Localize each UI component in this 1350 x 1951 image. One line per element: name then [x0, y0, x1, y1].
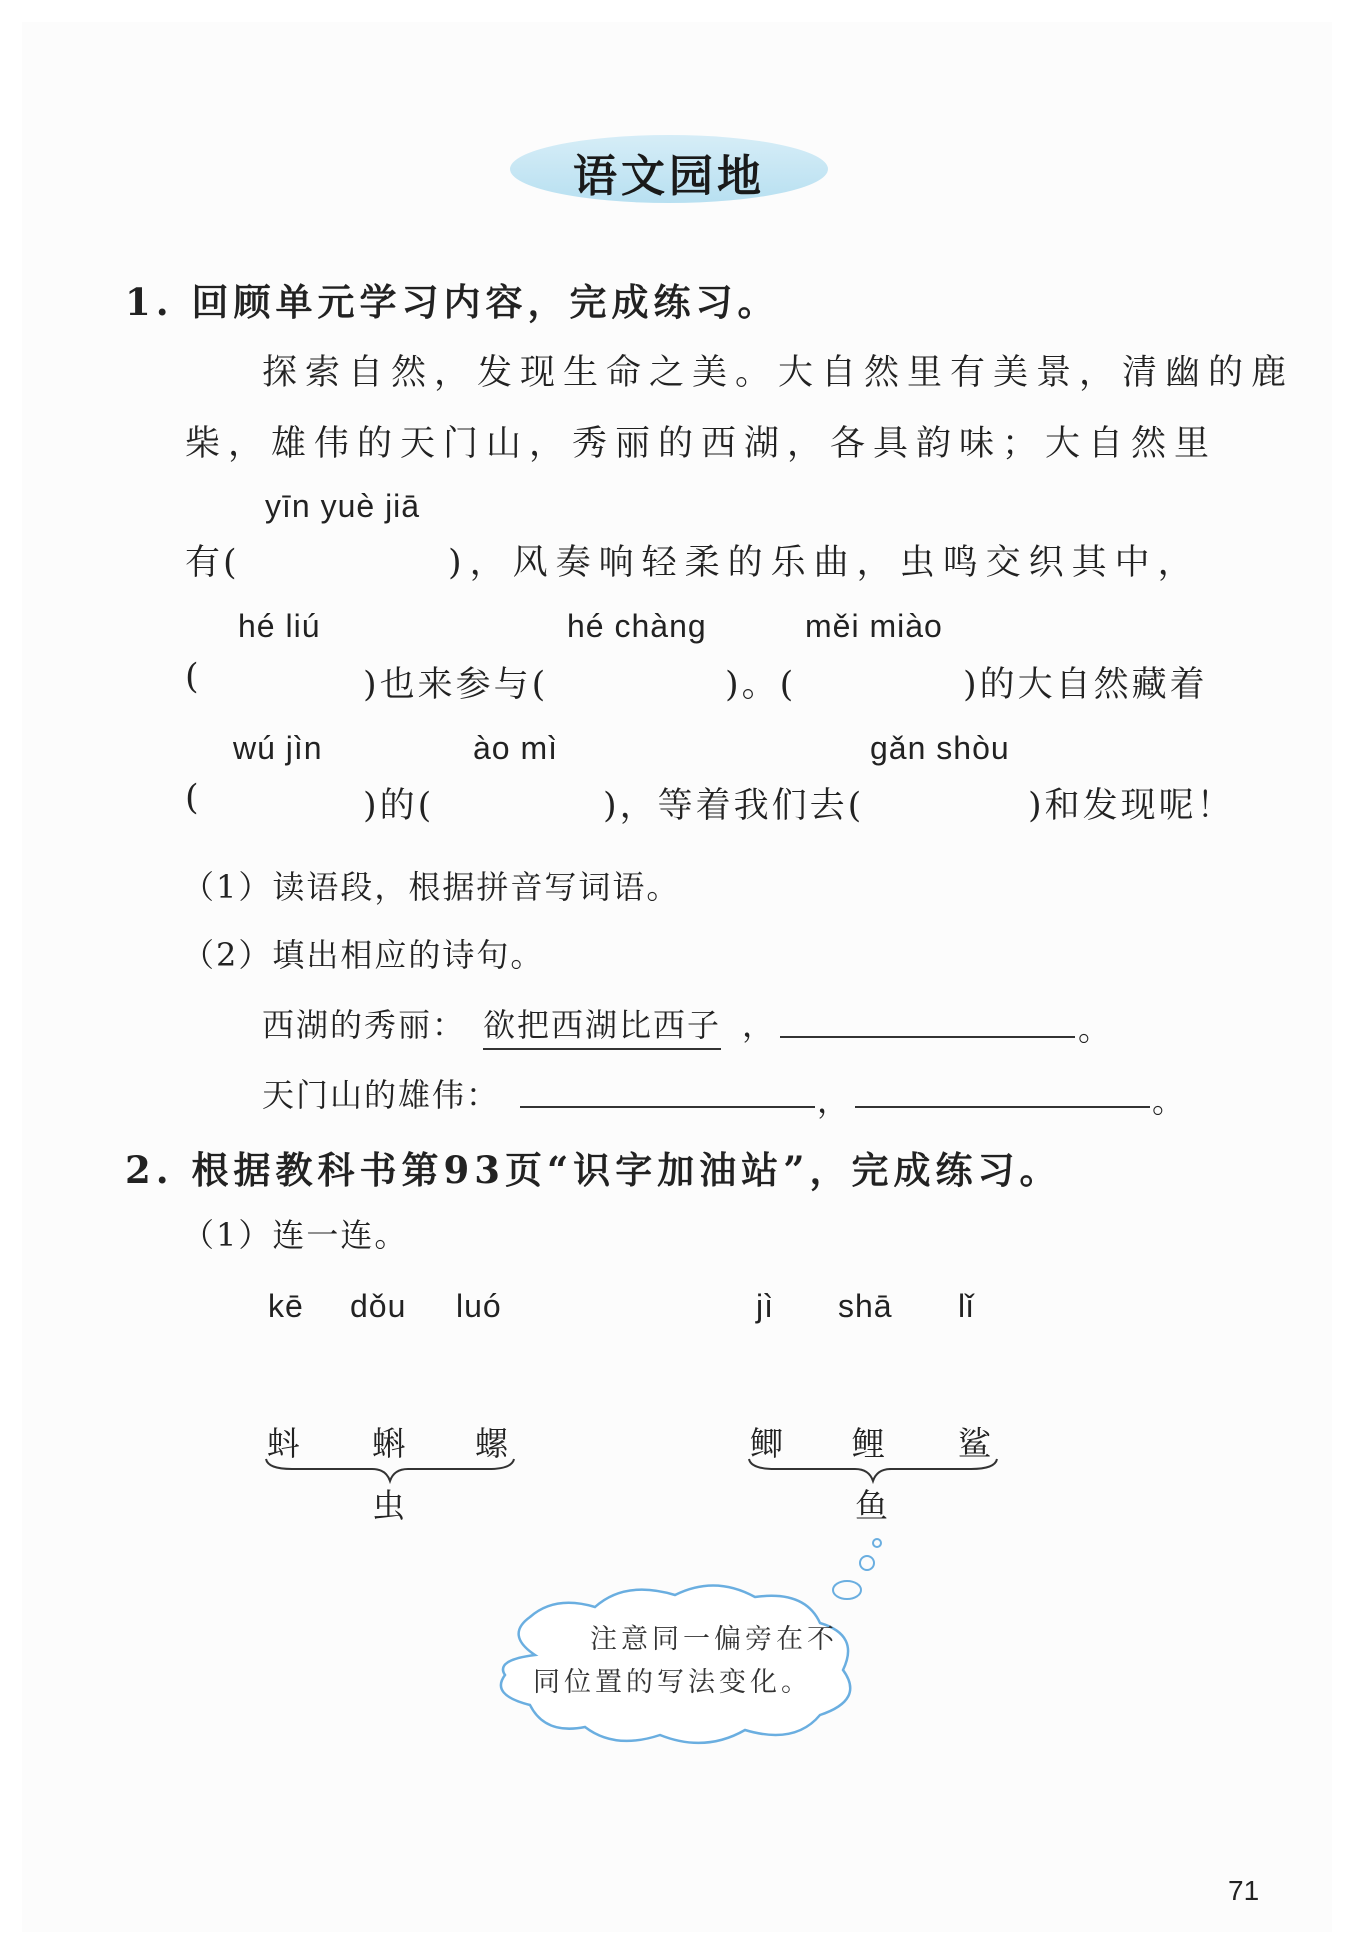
q2-heading: 2. 根据教科书第93页“识字加油站”，完成练习。 [125, 1148, 1062, 1192]
char-sha: 鲨 [958, 1424, 991, 1463]
row3-middle2: )，等着我们去( [603, 786, 865, 826]
row3-paren-open: ( [185, 778, 202, 818]
poem1-blank[interactable] [780, 1036, 1075, 1038]
row2-middle2: )。( [725, 665, 797, 705]
q1-sub1: （1）读语段，根据拼音写词语。 [182, 868, 681, 906]
pinyin-ji: jì [756, 1288, 774, 1324]
pinyin-luo: luó [456, 1288, 502, 1324]
poem1-given: 欲把西湖比西子 [483, 1000, 721, 1050]
row1-start: 有( [185, 543, 240, 583]
row2-end: )的大自然藏着 [963, 665, 1208, 705]
pinyin-ke: kē [268, 1288, 304, 1324]
row3-end: )和发现呢！ [1028, 786, 1235, 826]
char-ji: 鲫 [750, 1424, 783, 1463]
pinyin-yinyuejia: yīn yuè jiā [265, 488, 421, 524]
pinyin-aomi: ào mì [473, 730, 559, 766]
pinyin-li: lǐ [958, 1288, 975, 1324]
poem1-comma: ， [742, 1006, 777, 1044]
bubble-line2: 同位置的写法变化。 [533, 1667, 812, 1698]
row2-middle1: )也来参与( [363, 665, 549, 705]
pinyin-hechang: hé chàng [567, 608, 707, 644]
poem1-end: 。 [1078, 1010, 1113, 1048]
q1-paragraph-line1: 探索自然，发现生命之美。大自然里有美景，清幽的鹿 [262, 353, 1295, 393]
char-dou: 蚪 [267, 1424, 300, 1463]
bubble-line1: 注意同一偏旁在不 [590, 1624, 838, 1655]
q1-heading: 1. 回顾单元学习内容，完成练习。 [125, 280, 780, 324]
radical-chong: 虫 [372, 1486, 405, 1525]
char-ke: 蝌 [372, 1424, 405, 1463]
poem2-label: 天门山的雄伟： [262, 1076, 501, 1114]
pinyin-wujin: wú jìn [233, 730, 323, 766]
row2-paren-open: ( [185, 657, 202, 697]
poem1-label: 西湖的秀丽： [262, 1006, 467, 1044]
page-title: 语文园地 [573, 151, 765, 202]
q1-sub2: （2）填出相应的诗句。 [182, 936, 545, 974]
row1-end: )，风奏响轻柔的乐曲，虫鸣交织其中， [448, 543, 1201, 583]
poem2-end: 。 [1152, 1082, 1187, 1120]
pinyin-heliu: hé liú [238, 608, 321, 644]
poem2-blank2[interactable] [855, 1106, 1150, 1108]
char-luo: 螺 [475, 1424, 508, 1463]
row3-middle1: )的( [363, 786, 435, 826]
char-li: 鲤 [852, 1424, 885, 1463]
pinyin-dou: dǒu [350, 1288, 407, 1324]
pinyin-sha: shā [838, 1288, 893, 1324]
page-number: 71 [1228, 1875, 1260, 1906]
radical-yu: 鱼 [855, 1486, 888, 1525]
pinyin-meimiao: měi miào [805, 608, 943, 644]
poem2-blank1[interactable] [520, 1106, 815, 1108]
q2-sub1: （1）连一连。 [182, 1216, 409, 1254]
pinyin-ganshou: gǎn shòu [870, 730, 1010, 766]
q1-paragraph-line2: 柴，雄伟的天门山，秀丽的西湖，各具韵味；大自然里 [185, 424, 1218, 464]
poem2-comma: ， [817, 1082, 852, 1120]
